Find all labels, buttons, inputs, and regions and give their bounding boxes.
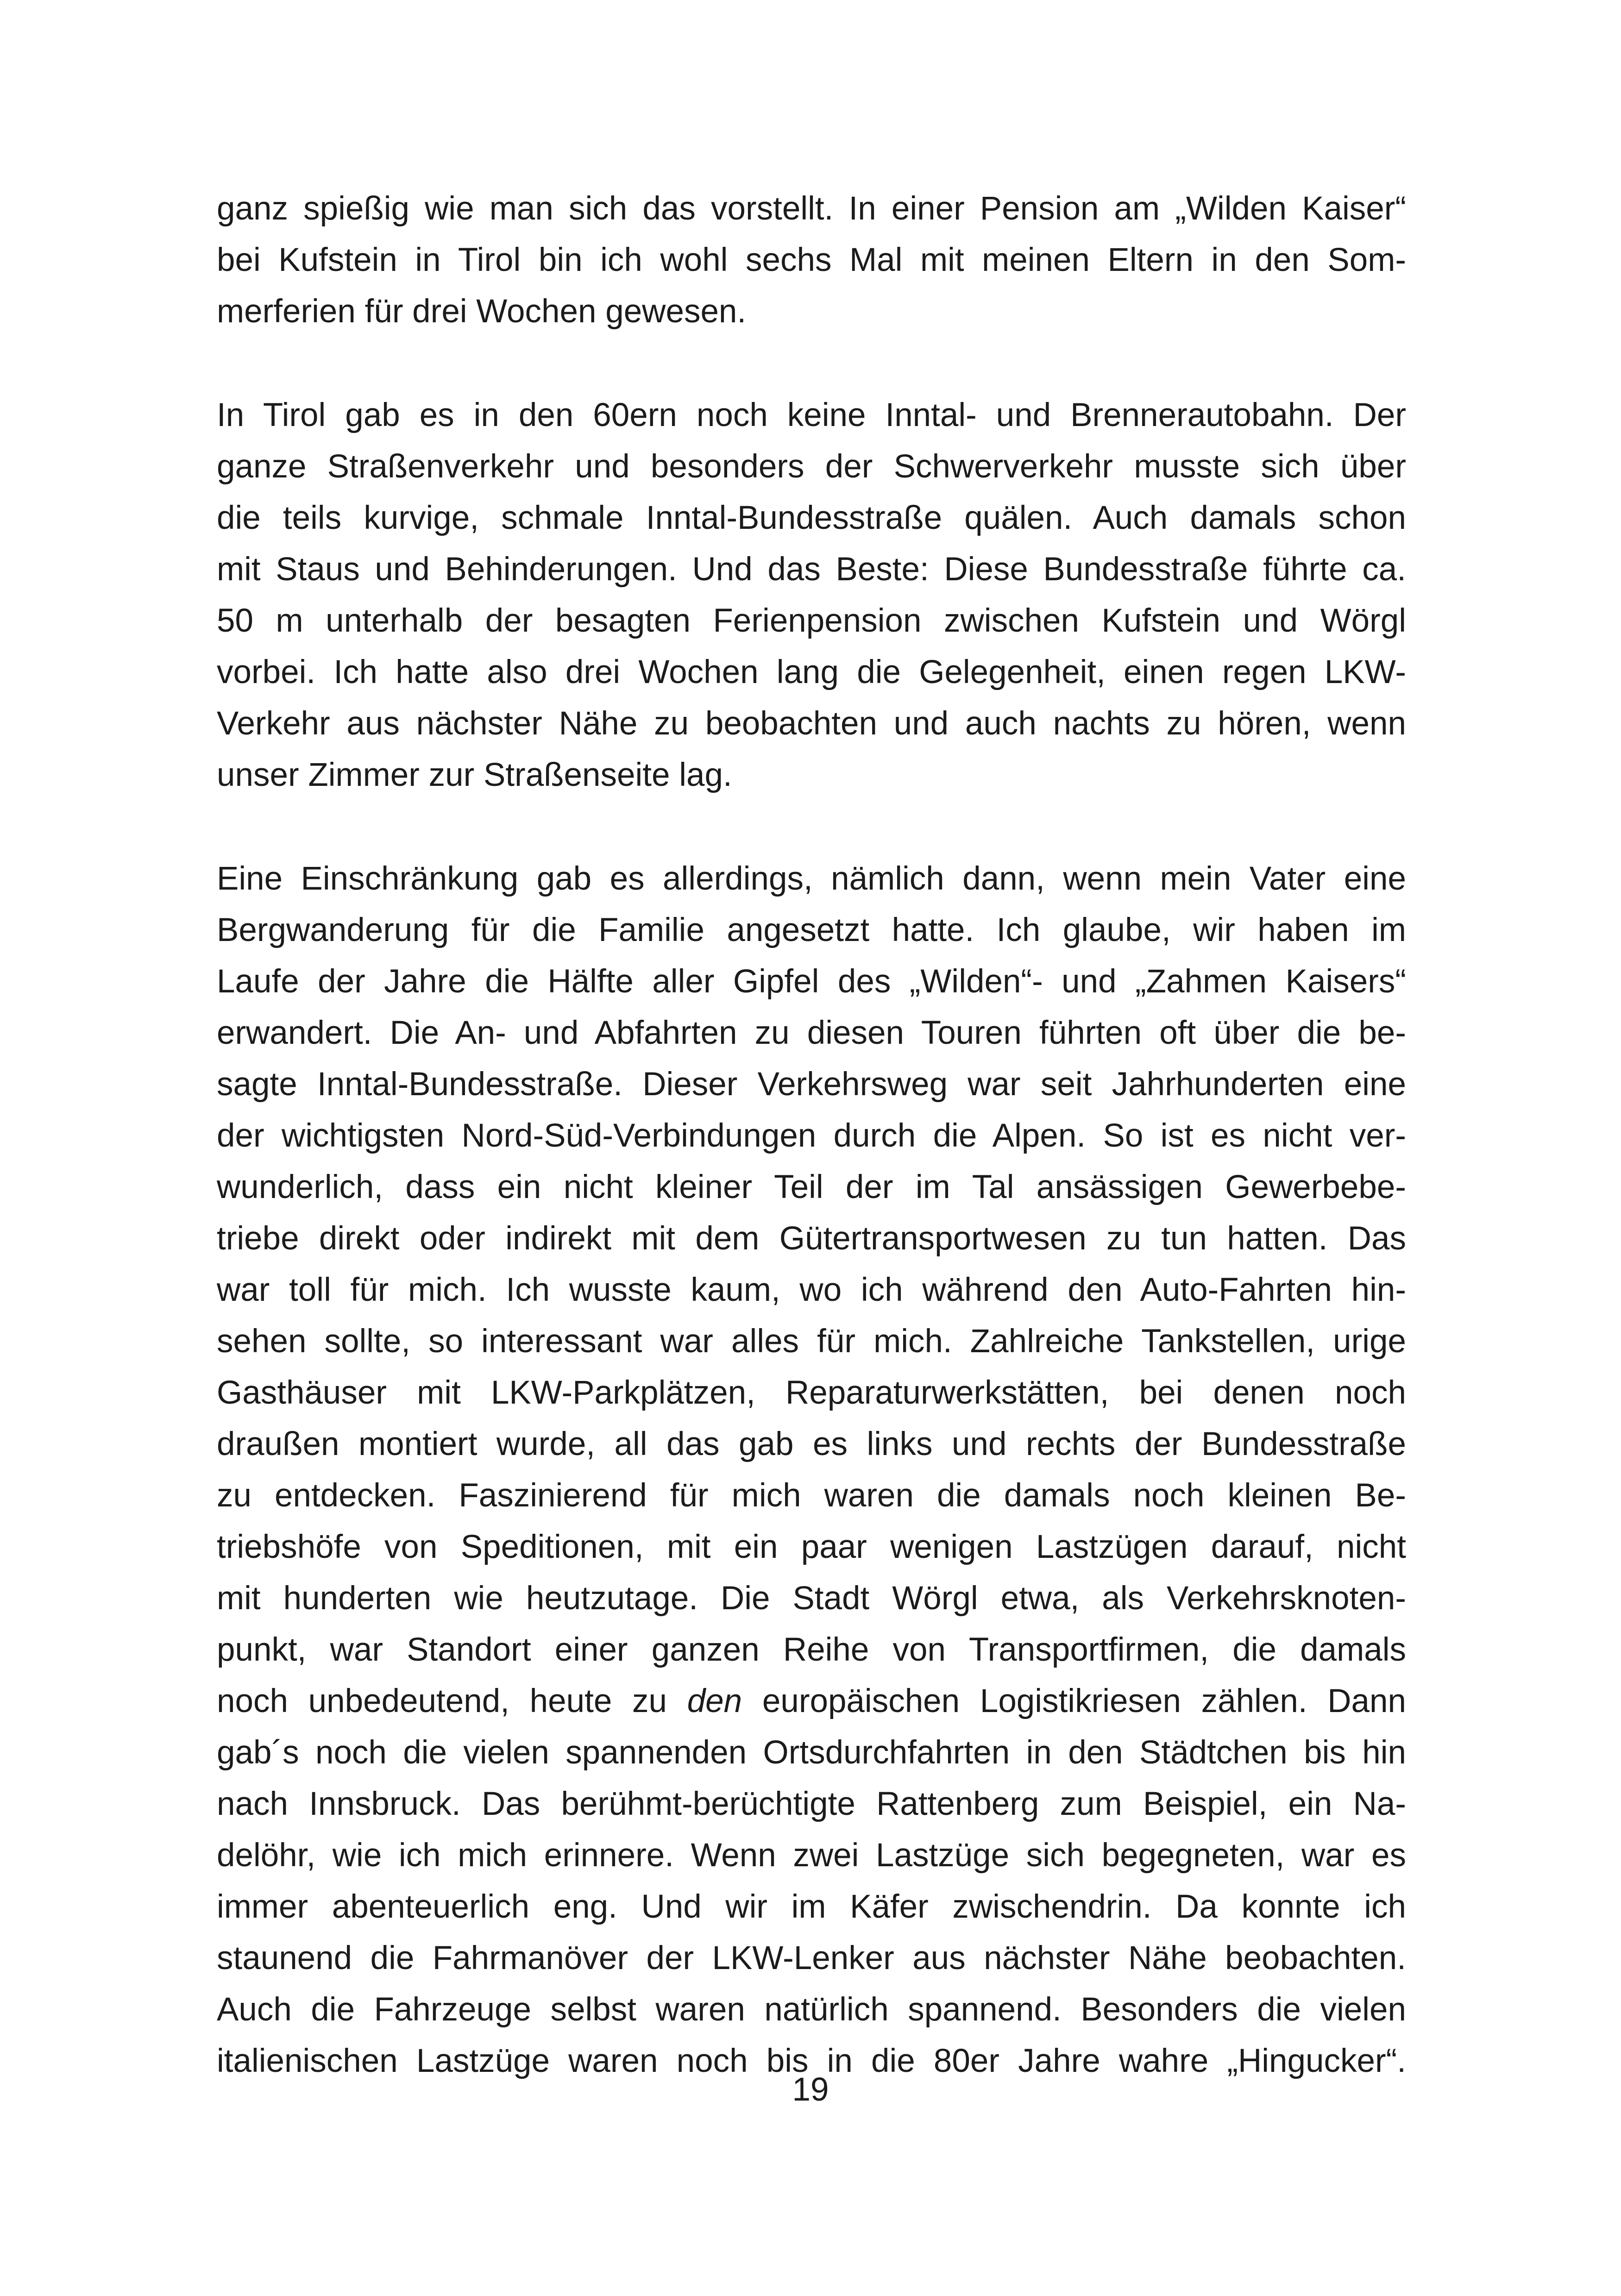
text-line: Verkehr aus nächster Nähe zu beobachten und auch nachts zu hören, wenn xyxy=(217,705,1406,742)
text-line: vorbei. Ich hatte also drei Wochen lang die Gelegenheit, einen regen LKW- xyxy=(217,654,1406,690)
text-segment: europäischen Logistikriesen zählen. Dann xyxy=(742,1683,1406,1719)
text-line: sehen sollte, so interessant war alles für mich. Zahlreiche Tankstellen, urige xyxy=(217,1323,1406,1360)
text-line: Bergwanderung für die Familie angesetzt hatte. Ich glaube, wir haben im xyxy=(217,912,1406,948)
text-line: erwandert. Die An- und Abfahrten zu diesen Touren führten oft über die be- xyxy=(217,1015,1406,1051)
text-line: die teils kurvige, schmale Inntal-Bundesstraße quälen. Auch damals schon xyxy=(217,500,1406,536)
italic-word: den xyxy=(687,1683,742,1719)
text-line: zu entdecken. Faszinierend für mich waren die damals noch kleinen Be- xyxy=(217,1477,1406,1514)
text-line: 50 m unterhalb der besagten Ferienpension zwischen Kufstein und Wörgl xyxy=(217,602,1406,639)
paragraph-3 xyxy=(217,853,1406,2087)
body-text xyxy=(217,183,1406,2139)
text-line: In Tirol gab es in den 60ern noch keine Inntal- und Brennerautobahn. Der xyxy=(217,397,1406,433)
text-line: Laufe der Jahre die Hälfte aller Gipfel des „Wilden“- und „Zahmen Kaisers“ xyxy=(217,963,1406,1000)
page-number: 19 xyxy=(792,2071,829,2108)
text-line: punkt, war Standort einer ganzen Reihe von Transportfirmen, die damals xyxy=(217,1631,1406,1668)
text-line: Auch die Fahrzeuge selbst waren natürlich spannend. Besonders die vielen xyxy=(217,1991,1406,2028)
text-line: triebshöfe von Speditionen, mit ein paar wenigen Lastzügen darauf, nicht xyxy=(217,1529,1406,1565)
text-line: bei Kufstein in Tirol bin ich wohl sechs Mal mit meinen Eltern in den Som- xyxy=(217,242,1406,278)
text-line: mit Staus und Behinderungen. Und das Beste: Diese Bundesstraße führte ca. xyxy=(217,551,1406,588)
text-line: mit hunderten wie heutzutage. Die Stadt Wörgl etwa, als Verkehrsknoten- xyxy=(217,1580,1406,1617)
paragraph-1 xyxy=(217,183,1406,337)
text-line: Gasthäuser mit LKW-Parkplätzen, Reparaturwerkstätten, bei denen noch xyxy=(217,1374,1406,1411)
text-line: nach Innsbruck. Das berühmt-berüchtigte Rattenberg zum Beispiel, ein Na- xyxy=(217,1786,1406,1822)
text-line: ganze Straßenverkehr und besonders der Schwerverkehr musste sich über xyxy=(217,448,1406,485)
text-line: war toll für mich. Ich wusste kaum, wo ich während den Auto-Fahrten hin- xyxy=(217,1272,1406,1308)
text-line: merferien für drei Wochen gewesen. xyxy=(217,293,747,330)
text-line: delöhr, wie ich mich erinnere. Wenn zwei Lastzüge sich begegneten, war es xyxy=(217,1837,1406,1874)
text-line: wunderlich, dass ein nicht kleiner Teil der im Tal ansässigen Gewerbebe- xyxy=(217,1169,1406,1205)
text-line: draußen montiert wurde, all das gab es links und rechts der Bundesstraße xyxy=(217,1426,1406,1462)
text-line-with-italic xyxy=(217,1675,1406,1727)
text-line: italienischen Lastzüge waren noch bis in die 80er Jahre wahre „Hingucker“. xyxy=(217,2043,1406,2079)
text-line: Eine Einschränkung gab es allerdings, nämlich dann, wenn mein Vater eine xyxy=(217,860,1406,897)
text-line: triebe direkt oder indirekt mit dem Gütertransportwesen zu tun hatten. Das xyxy=(217,1220,1406,1257)
text-line: staunend die Fahrmanöver der LKW-Lenker aus nächster Nähe beobachten. xyxy=(217,1940,1406,1976)
paragraph-2 xyxy=(217,389,1406,801)
text-line: ganz spießig wie man sich das vorstellt. In einer Pension am „Wilden Kaiser“ xyxy=(217,190,1406,227)
text-line: gab´s noch die vielen spannenden Ortsdurchfahrten in den Städtchen bis hin xyxy=(217,1734,1406,1771)
text-segment: noch unbedeutend, heute zu xyxy=(217,1683,687,1719)
text-line: sagte Inntal-Bundesstraße. Dieser Verkehrsweg war seit Jahrhunderten eine xyxy=(217,1066,1406,1103)
text-line: immer abenteuerlich eng. Und wir im Käfer zwischendrin. Da konnte ich xyxy=(217,1888,1406,1925)
text-line: unser Zimmer zur Straßenseite lag. xyxy=(217,757,732,793)
text-line: der wichtigsten Nord-Süd-Verbindungen durch die Alpen. So ist es nicht ver- xyxy=(217,1117,1406,1154)
